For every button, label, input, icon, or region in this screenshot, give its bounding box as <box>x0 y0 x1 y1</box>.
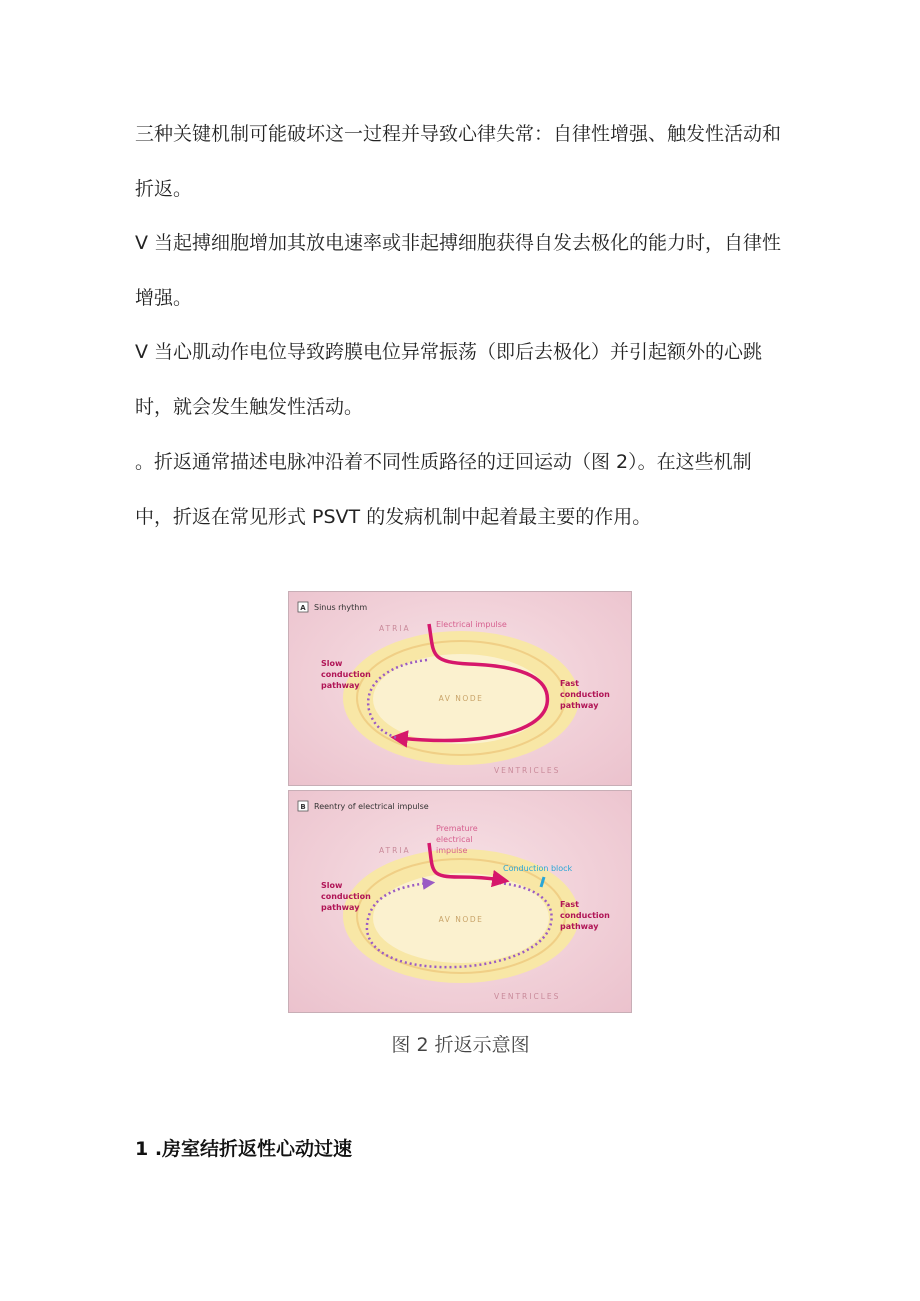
paragraph-automaticity: V 当起搏细胞增加其放电速率或非起搏细胞获得自发去极化的能力时，自律性增强。 <box>135 232 782 309</box>
atria-label: ATRIA <box>379 846 411 855</box>
figure-panel-reentry <box>288 790 632 1013</box>
slow-pathway-label-line2: conduction <box>321 670 371 679</box>
fast-pathway-label-line2: conduction <box>560 690 610 699</box>
paragraph-triggered-activity: V 当心肌动作电位导致跨膜电位异常振荡（即后去极化）并引起额外的心跳时，就会发生触发性活动。 <box>135 341 763 418</box>
panel-badge-letter: B <box>300 803 306 811</box>
premature-impulse-label: Premature <box>436 824 478 833</box>
slow-pathway-label: Slow <box>321 659 343 668</box>
fast-pathway-label: Fast <box>560 900 579 909</box>
paragraph-mechanisms: 三种关键机制可能破坏这一过程并导致心律失常：自律性增强、触发性活动和折返。 <box>135 123 782 200</box>
slow-pathway-label: Slow <box>321 881 343 890</box>
atria-label: ATRIA <box>379 624 411 633</box>
av-node-label: AV NODE <box>438 694 484 703</box>
ventricles-label: VENTRICLES <box>494 766 561 775</box>
panel-title: Sinus rhythm <box>314 603 368 612</box>
slow-pathway-label-line3: pathway <box>321 903 360 912</box>
panel-title: Reentry of electrical impulse <box>314 802 429 811</box>
premature-impulse-label-line3: impulse <box>436 846 468 855</box>
ventricles-label: VENTRICLES <box>494 992 561 1001</box>
fast-pathway-label: Fast <box>560 679 579 688</box>
section-heading: 1 .房室结折返性心动过速 <box>135 1138 353 1160</box>
slow-pathway-label-line3: pathway <box>321 681 360 690</box>
figure-caption: 图 2 折返示意图 <box>391 1034 530 1056</box>
fast-pathway-label-line3: pathway <box>560 922 599 931</box>
sinus-rhythm-diagram <box>289 592 633 787</box>
fast-pathway-label-line3: pathway <box>560 701 599 710</box>
paragraph-reentry: 。折返通常描述电脉冲沿着不同性质路径的迂回运动（图 2）。在这些机制中，折返在常见形式 PSVT 的发病机制中起着最主要的作用。 <box>135 451 752 528</box>
panel-badge-letter: A <box>300 604 306 612</box>
figure-panel-sinus-rhythm <box>288 591 632 786</box>
electrical-impulse-label: Electrical impulse <box>436 620 507 629</box>
premature-impulse-label-line2: electrical <box>436 835 473 844</box>
slow-pathway-label-line2: conduction <box>321 892 371 901</box>
av-node-label: AV NODE <box>438 915 484 924</box>
conduction-block-label: Conduction block <box>503 864 573 873</box>
reentry-diagram <box>289 791 633 1014</box>
fast-pathway-label-line2: conduction <box>560 911 610 920</box>
